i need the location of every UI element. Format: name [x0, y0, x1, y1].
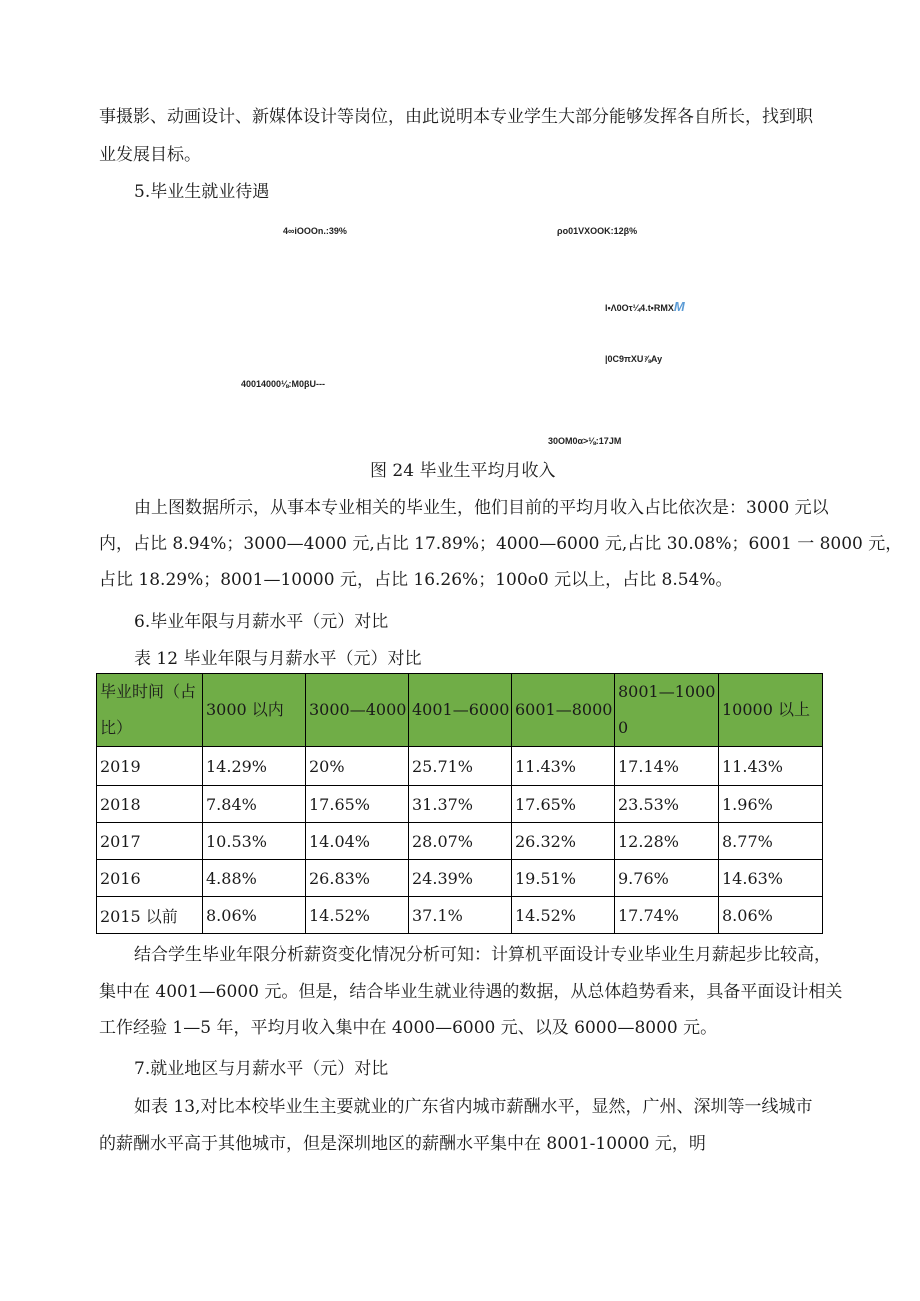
paragraph-line: 由上图数据所示，从事本专业相关的毕业生，他们目前的平均月收入占比依次是：3000 元以: [134, 498, 829, 518]
table-row: [97, 897, 823, 934]
table-cell: 26.32%: [512, 823, 615, 860]
table-cell: 11.43%: [719, 747, 823, 786]
table-cell: 8.77%: [719, 823, 823, 860]
table-cell: 2017: [97, 823, 203, 860]
table-cell: 17.65%: [512, 786, 615, 823]
table-header-cell: 6001—8000: [512, 674, 615, 747]
table-cell: 14.52%: [306, 897, 409, 934]
table-header-cell: 毕业时间（占比）: [97, 674, 203, 747]
table-cell: 7.84%: [203, 786, 306, 823]
table-cell: 23.53%: [615, 786, 719, 823]
table-cell: 9.76%: [615, 860, 719, 897]
section-heading-7: 7.就业地区与月薪水平（元）对比: [134, 1059, 389, 1079]
paragraph-line: 结合学生毕业年限分析薪资变化情况分析可知：计算机平面设计专业毕业生月薪起步比较高，: [134, 945, 831, 965]
table-cell: 14.52%: [512, 897, 615, 934]
table-header-cell: 3000—4000: [306, 674, 409, 747]
figure-caption: 图 24 毕业生平均月收入: [370, 461, 556, 481]
table-header-cell: 8001—10000: [615, 674, 719, 747]
table-cell: 4.88%: [203, 860, 306, 897]
table-title: 表 12 毕业年限与月薪水平（元）对比: [134, 649, 422, 669]
table-cell: 19.51%: [512, 860, 615, 897]
table-cell: 8.06%: [719, 897, 823, 934]
table-cell: 2016: [97, 860, 203, 897]
paragraph-line: 事摄影、动画设计、新媒体设计等岗位，由此说明本专业学生大部分能够发挥各自所长，找到职: [99, 107, 813, 127]
chart-label-text: l•Λ0Oτ¼4.t•RMX: [605, 303, 674, 313]
table-cell: 14.29%: [203, 747, 306, 786]
table-cell: 17.65%: [306, 786, 409, 823]
table-cell: 1.96%: [719, 786, 823, 823]
table-cell: 20%: [306, 747, 409, 786]
table-cell: 17.14%: [615, 747, 719, 786]
paragraph-line: 工作经验 1—5 年，平均月收入集中在 4000—6000 元、以及 6000—8000 元。: [99, 1018, 718, 1038]
section-heading-5: 5.毕业生就业待遇: [134, 182, 270, 202]
paragraph-line: 如表 13,对比本校毕业生主要就业的广东省内城市薪酬水平，显然，广州、深圳等一线城市: [134, 1097, 813, 1117]
table-cell: 2015 以前: [97, 897, 203, 934]
table-cell: 37.1%: [409, 897, 512, 934]
table-cell: 8.06%: [203, 897, 306, 934]
table-cell: 31.37%: [409, 786, 512, 823]
table-cell: 12.28%: [615, 823, 719, 860]
table-cell: 2019: [97, 747, 203, 786]
chart-label: |0C9πXU⅞Ay: [605, 354, 663, 364]
table-header-cell: 4001—6000: [409, 674, 512, 747]
table-cell: 2018: [97, 786, 203, 823]
paragraph-line: 业发展目标。: [99, 145, 201, 165]
table-row: [97, 747, 823, 786]
table-row: [97, 823, 823, 860]
table-header-row: [97, 674, 823, 747]
table-header-cell: 10000 以上: [719, 674, 823, 747]
paragraph-line: 集中在 4001—6000 元。但是，结合毕业生就业待遇的数据，从总体趋势看来，具备平面设计相关: [99, 982, 843, 1002]
paragraph-line: 的薪酬水平高于其他城市，但是深圳地区的薪酬水平集中在 8001-10000 元，明: [99, 1134, 706, 1154]
table-cell: 14.63%: [719, 860, 823, 897]
salary-table: [96, 673, 823, 934]
table-cell: 17.74%: [615, 897, 719, 934]
table-cell: 11.43%: [512, 747, 615, 786]
table-cell: 25.71%: [409, 747, 512, 786]
table-cell: 28.07%: [409, 823, 512, 860]
chart-label: 40014000⅛:M0βU---: [241, 379, 326, 389]
table-cell: 26.83%: [306, 860, 409, 897]
paragraph-line: 占比 18.29%；8001—10000 元，占比 16.26%；100o0 元以上，占比 8.54%。: [99, 570, 733, 590]
chart-label: 30OM0α>⅛:17JM: [548, 436, 622, 446]
paragraph-line: 内，占比 8.94%；3000—4000 元,占比 17.89%；4000—6000 元,占比 30.08%；6001 一 8000 元，: [99, 534, 903, 554]
chart-label: ρo01VXOOK:12β%: [557, 226, 638, 236]
chart-label: [605, 299, 685, 314]
table-header-cell: 3000 以内: [203, 674, 306, 747]
table-row: [97, 860, 823, 897]
table-cell: 10.53%: [203, 823, 306, 860]
chart-label: 4∞iOOOn.:39%: [283, 226, 347, 236]
table-cell: 14.04%: [306, 823, 409, 860]
section-heading-6: 6.毕业年限与月薪水平（元）对比: [134, 612, 389, 632]
table-cell: 24.39%: [409, 860, 512, 897]
chart-label-accent: M: [673, 299, 685, 314]
table-row: [97, 786, 823, 823]
